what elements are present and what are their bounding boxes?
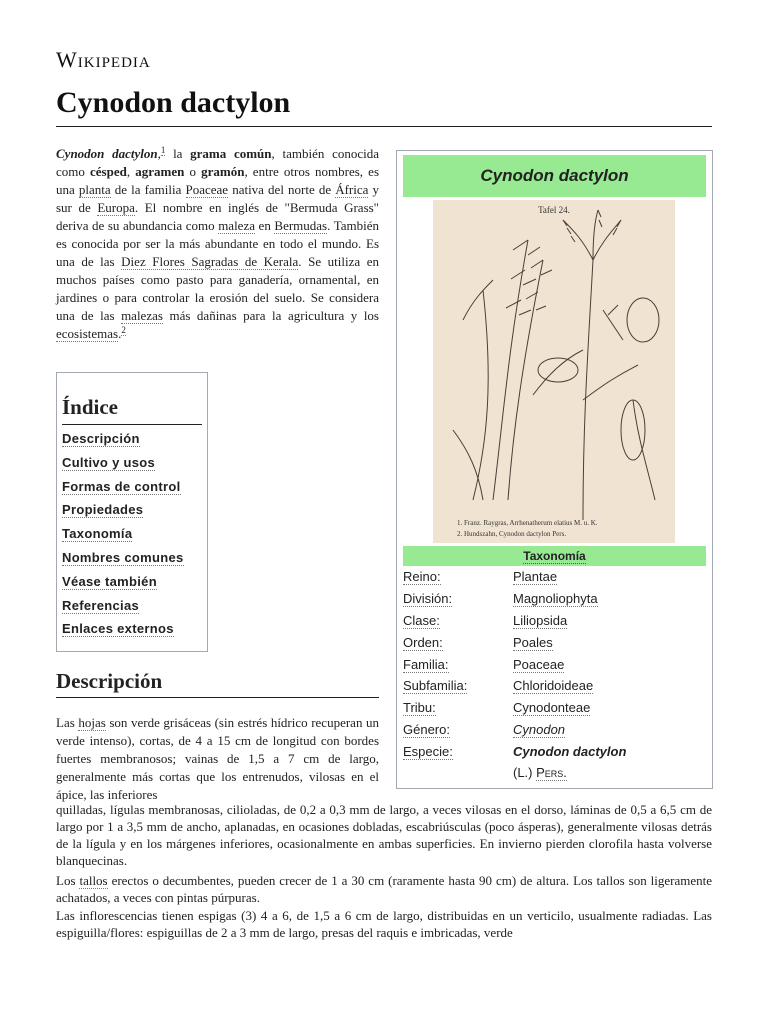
taxonomy-row: Reino: Plantae xyxy=(403,569,558,584)
taxonomy-row: Orden: Poales xyxy=(403,634,553,650)
toc-item-descripcion[interactable]: Descripción xyxy=(62,431,140,446)
taxobox xyxy=(396,150,713,789)
intro-paragraph: Cynodon dactylon,$^1$ la grama común, también conocida como césped, agramen o gramón, entre otros nombres, es una planta de la familia Poaceae nativa del norte de África y sur de Europa. El nombre en inglés de "Bermuda Grass" deriva de su abundancia como maleza en Bermudas. También es conocida por ser la más abundante en todo el mundo. Es una de las Diez Flores Sagradas de Kerala. Se utiliza en muchos países como pasto para ganadería, ornamental, en jardines o para controlar la erosión del suelo. Se considera una de las malezas más dañinas para la agricultura y los ecosistemas.$^2$ xyxy=(56,144,380,341)
taxonomy-row: Especie: Cynodon dactylon xyxy=(403,744,627,760)
description-paragraph-1b: quilladas, lígulas membranosas, cilioladas, de 0,2 a 0,3 mm de largo, a veces vilosas en el dorso, láminas de 0,5 a 6,5 cm de largo por 1 a 3,5 mm de ancho, aplanadas, en ocasiones dobladas, escabriúsculas (poco ásperas), generalmente vilosas detrás de la lígula y en los márgenes inferiores, ocasionalmente en ambas superficies. En invierno pierden clorofila hasta volverse blanquecinas. xyxy=(56,802,712,868)
taxonomy-row: Familia: Poaceae xyxy=(403,656,565,672)
link-bermudas[interactable]: Bermudas xyxy=(274,218,328,233)
link-hojas[interactable]: hojas xyxy=(78,715,106,730)
taxonomy-row: Tribu: Cynodonteae xyxy=(403,700,591,716)
species-authority: (L.) Pers. xyxy=(513,765,567,780)
toc-item-enlaces-externos[interactable]: Enlaces externos xyxy=(62,621,174,637)
toc-item-formas-control[interactable]: Formas de control xyxy=(62,478,181,494)
link-poaceae[interactable]: Poaceae xyxy=(185,182,229,197)
taxonomy-table xyxy=(403,569,706,766)
svg-text:1. Franz. Raygras, Arrhenather: 1. Franz. Raygras, Arrhenatherum elatius M. u. K. xyxy=(457,519,598,527)
link-maleza[interactable]: maleza xyxy=(218,218,255,233)
section-divider xyxy=(56,697,379,698)
taxonomy-header[interactable]: Taxonomía xyxy=(403,546,706,566)
link-europa[interactable]: Europa xyxy=(97,200,135,215)
table-of-contents xyxy=(56,372,208,652)
description-paragraph-2: Los tallos erectos o decumbentes, pueden crecer de 1 a 30 cm (raramente hasta 90 cm) de altura. Los tallos son ligeramente achatados, a veces con pintas púrpuras. xyxy=(56,873,713,905)
link-malezas[interactable]: malezas xyxy=(121,308,163,323)
toc-item-cultivo[interactable]: Cultivo y usos xyxy=(62,454,156,470)
page-title: Cynodon dactylon xyxy=(56,86,291,119)
svg-text:Tafel 24.: Tafel 24. xyxy=(538,205,570,215)
toc-item-referencias[interactable]: Referencias xyxy=(62,597,140,613)
toc-item-nombres-comunes[interactable]: Nombres comunes xyxy=(62,549,184,565)
description-paragraph-3: Las inflorescencias tienen espigas (3) 4 a 6, de 1,5 a 6 cm de largo, distribuidas en un verticilo, usualmente radiadas. Las espiguilla/flores: espiguillas de 2 a 3 mm de largo, presas del raquis e imbricadas, verde xyxy=(56,908,712,940)
taxonomy-row: Clase: Liliopsida xyxy=(403,612,568,628)
link-diez-flores[interactable]: Diez Flores Sagradas de Kerala xyxy=(121,254,299,269)
ref-2[interactable]: 2 xyxy=(121,324,126,335)
description-paragraph-1a: Las hojas son verde grisáceas (sin estrés hídrico recuperan un verde intenso), cortas, de 4 a 15 cm de longitud con bordes fuertes membranosos; vainas de 1,5 a 7 cm de largo, generalmente más cortas que los entrenudos, vilosas en el ápice, las inferiores xyxy=(56,715,379,802)
taxonomy-row: División: Magnoliophyta xyxy=(403,590,598,606)
section-heading-descripcion: Descripción xyxy=(56,669,163,693)
link-ecosistemas[interactable]: ecosistemas xyxy=(56,326,119,341)
link-planta[interactable]: planta xyxy=(78,182,111,197)
toc-list xyxy=(62,431,184,645)
wikipedia-logo[interactable]: Wikipedia xyxy=(56,47,151,72)
toc-divider xyxy=(62,424,202,425)
link-africa[interactable]: África xyxy=(335,182,369,197)
toc-item-propiedades[interactable]: Propiedades xyxy=(62,502,144,518)
toc-item-taxonomia[interactable]: Taxonomía xyxy=(62,526,133,542)
toc-title: Índice xyxy=(62,395,119,419)
link-tallos[interactable]: tallos xyxy=(79,873,108,888)
title-divider xyxy=(56,126,712,127)
ref-1[interactable]: 1 xyxy=(160,144,166,155)
svg-text:2. Hundszahn, Cynodon dactylon: 2. Hundszahn, Cynodon dactylon Pers. xyxy=(457,530,567,538)
authority-link[interactable]: Pers. xyxy=(536,765,567,780)
botanical-plate-image[interactable] xyxy=(433,200,675,543)
taxobox-title: Cynodon dactylon xyxy=(403,155,706,197)
toc-item-vease-tambien[interactable]: Véase también xyxy=(62,573,157,589)
taxonomy-row: Género: Cynodon xyxy=(403,722,566,738)
taxonomy-row: Subfamilia: Chloridoideae xyxy=(403,678,594,694)
